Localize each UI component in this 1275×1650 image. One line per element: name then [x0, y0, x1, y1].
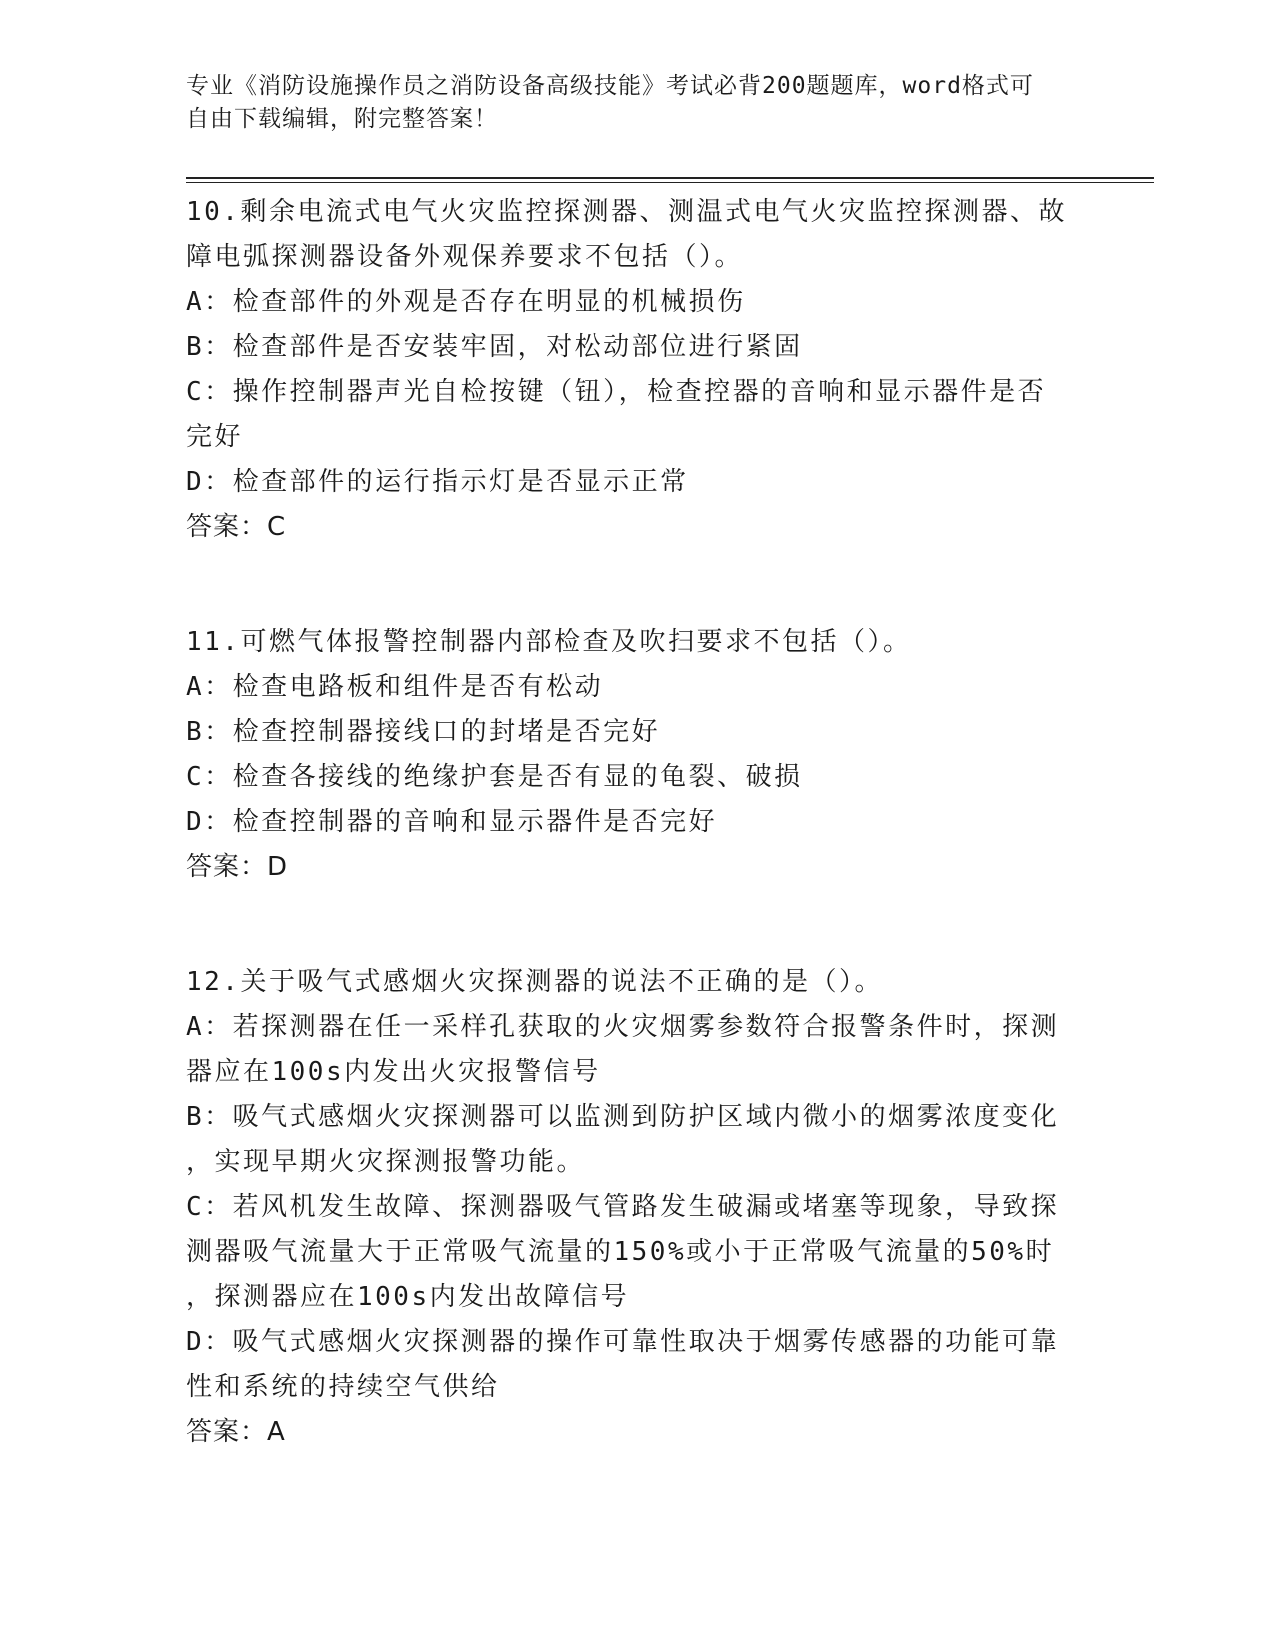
option-a: 器应在100s内发出火灾报警信号 — [186, 1057, 601, 1087]
option-a: A：检查电路板和组件是否有松动 — [186, 672, 604, 702]
question-stem: 11.可燃气体报警控制器内部检查及吹扫要求不包括（）。 — [186, 627, 912, 657]
answer-label: 答案：C — [186, 512, 287, 542]
header-line-1: 专业《消防设施操作员之消防设备高级技能》考试必背200题题库，word格式可 — [186, 73, 1034, 99]
option-d: D：检查部件的运行指示灯是否显示正常 — [186, 467, 689, 497]
question-stem: 12.关于吸气式感烟火灾探测器的说法不正确的是（）。 — [186, 967, 883, 997]
option-d: 性和系统的持续空气供给 — [186, 1372, 500, 1402]
option-a: A：检查部件的外观是否存在明显的机械损伤 — [186, 287, 746, 317]
option-d: D：检查控制器的音响和显示器件是否完好 — [186, 807, 718, 837]
option-b: B：检查控制器接线口的封堵是否完好 — [186, 717, 661, 747]
option-c: 完好 — [186, 422, 244, 452]
question-11 — [186, 620, 1076, 890]
option-c: 测器吸气流量大于正常吸气流量的150%或小于正常吸气流量的50%时 — [186, 1237, 1055, 1267]
option-b: ，实现早期火灾探测报警功能。 — [186, 1147, 586, 1177]
header-divider-thin — [186, 182, 1154, 183]
option-b: B：吸气式感烟火灾探测器可以监测到防护区域内微小的烟雾浓度变化 — [186, 1102, 1060, 1132]
option-c: ，探测器应在100s内发出故障信号 — [186, 1282, 630, 1312]
question-stem: 10.剩余电流式电气火灾监控探测器、测温式电气火灾监控探测器、故 — [186, 197, 1067, 227]
header-line-2: 自由下载编辑，附完整答案！ — [186, 106, 498, 132]
question-12 — [186, 960, 1076, 1455]
header-divider-thick — [186, 177, 1154, 179]
answer-label: 答案：D — [186, 852, 289, 882]
option-b: B：检查部件是否安装牢固，对松动部位进行紧固 — [186, 332, 803, 362]
question-list — [186, 190, 1076, 1525]
answer-label: 答案：A — [186, 1417, 286, 1447]
option-c: C：检查各接线的绝缘护套是否有显的龟裂、破损 — [186, 762, 803, 792]
option-c: C：若风机发生故障、探测器吸气管路发生破漏或堵塞等现象，导致探 — [186, 1192, 1060, 1222]
option-d: D：吸气式感烟火灾探测器的操作可靠性取决于烟雾传感器的功能可靠 — [186, 1327, 1060, 1357]
document-header — [186, 70, 1086, 136]
option-a: A：若探测器在任一采样孔获取的火灾烟雾参数符合报警条件时，探测 — [186, 1012, 1060, 1042]
question-10 — [186, 190, 1076, 550]
question-stem: 障电弧探测器设备外观保养要求不包括（）。 — [186, 242, 744, 272]
option-c: C：操作控制器声光自检按键（钮），检查控器的音响和显示器件是否 — [186, 377, 1047, 407]
